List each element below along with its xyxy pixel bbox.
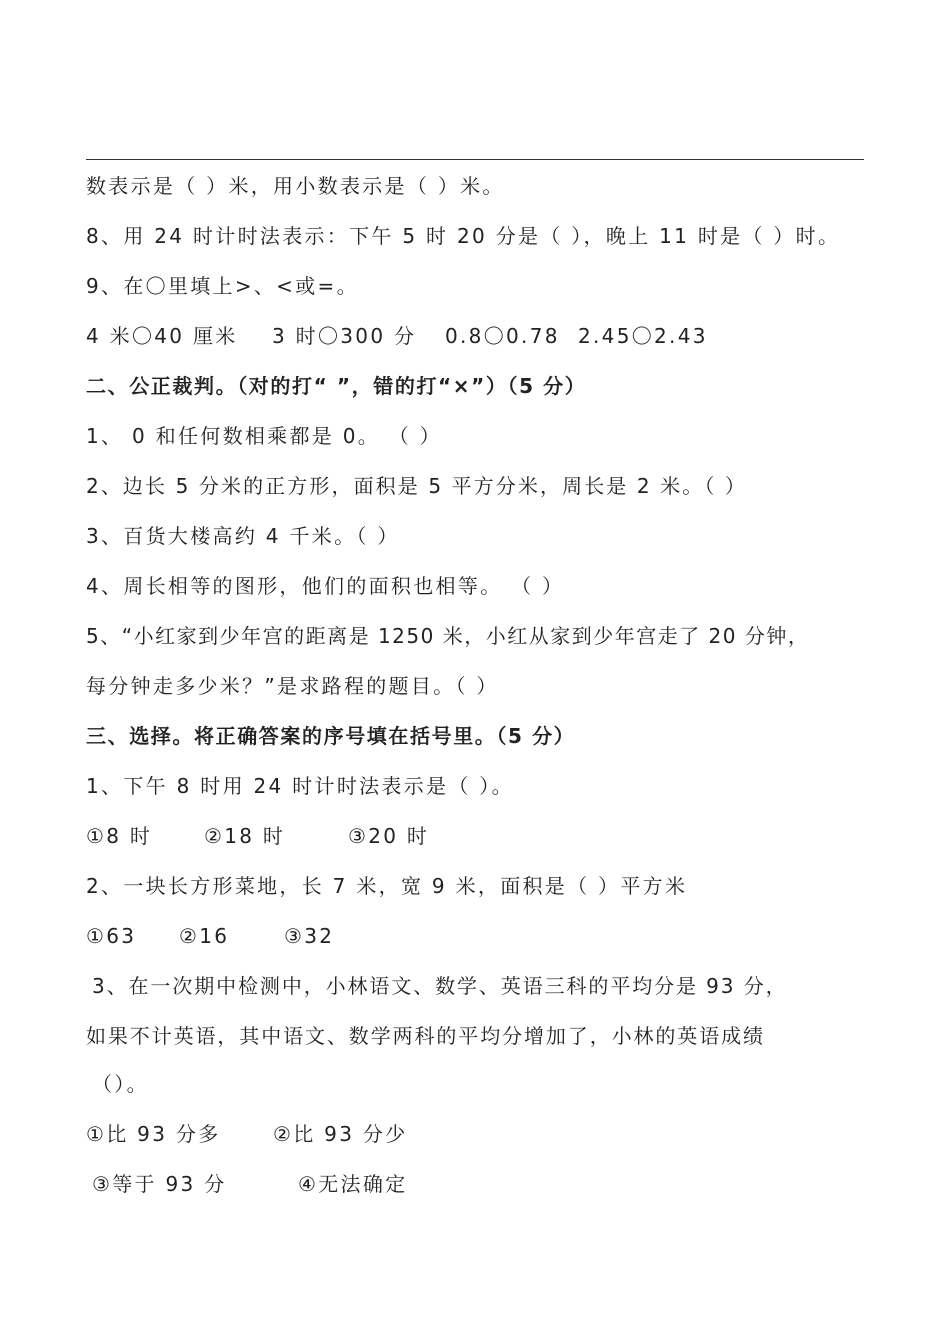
section-2-title: 二、公正裁判。（对的打“ ”，错的打“×”）（5 分） [86, 374, 587, 398]
s3-question-3-options-row2 [92, 1174, 872, 1198]
s3-q3-option-2: ②比 93 分少 [273, 1122, 408, 1146]
q9-item-1: 4 米〇40 厘米 [86, 324, 238, 348]
s3-question-2-options [86, 926, 866, 950]
s3-q2-option-3: ③32 [284, 924, 335, 948]
s3-q1-option-3: ③20 时 [348, 824, 430, 848]
q8: 8、用 24 时计时法表示：下午 5 时 20 分是（ ），晚上 11 时是（ ）时。 [86, 224, 841, 248]
section-3-title: 三、选择。将正确答案的序号填在括号里。（5 分） [86, 724, 576, 748]
s3-question-3-line3: （）。 [92, 1072, 149, 1096]
q7-continuation: 数表示是（ ）米，用小数表示是（ ）米。 [86, 174, 505, 198]
s3-question-1-options [86, 826, 866, 850]
s3-question-3-line2: 如果不计英语，其中语文、数学两科的平均分增加了，小林的英语成绩 [86, 1024, 765, 1048]
s3-q2-option-1: ①63 [86, 924, 137, 948]
s2-question-4: 4、周长相等的图形，他们的面积也相等。 （ ） [86, 574, 565, 598]
q9: 9、在〇里填上>、<或=。 [86, 274, 359, 298]
s2-question-5-line1: 5、“小红家到少年宫的距离是 1250 米，小红从家到少年宫走了 20 分钟， [86, 624, 810, 648]
q9-item-3: 0.8〇0.78 [445, 324, 560, 348]
header-rule [86, 159, 864, 160]
q9-item-4: 2.45〇2.43 [578, 324, 708, 348]
s2-question-3: 3、百货大楼高约 4 千米。（ ） [86, 524, 400, 548]
s3-q3-option-4: ④无法确定 [298, 1172, 408, 1196]
q9-item-2: 3 时〇300 分 [272, 324, 417, 348]
s2-question-2: 2、边长 5 分米的正方形，面积是 5 平方分米，周长是 2 米。（ ） [86, 474, 747, 498]
s3-q1-option-2: ②18 时 [204, 824, 286, 848]
s3-question-1: 1、下午 8 时用 24 时计时法表示是（ ）。 [86, 774, 514, 798]
s3-question-2: 2、一块长方形菜地，长 7 米，宽 9 米，面积是（ ）平方米 [86, 874, 688, 898]
s3-q3-option-1: ①比 93 分多 [86, 1122, 221, 1146]
s3-question-3-options-row1 [86, 1124, 866, 1148]
s3-question-3-line1: 3、在一次期中检测中，小林语文、数学、英语三科的平均分是 93 分， [92, 974, 788, 998]
s3-q3-option-3: ③等于 93 分 [92, 1172, 227, 1196]
s2-question-1: 1、 0 和任何数相乘都是 0。 （ ） [86, 424, 442, 448]
q9-items [86, 326, 866, 350]
s3-q2-option-2: ②16 [179, 924, 230, 948]
s3-q1-option-1: ①8 时 [86, 824, 153, 848]
s2-question-5-line2: 每分钟走多少米？”是求路程的题目。（ ） [86, 674, 499, 698]
